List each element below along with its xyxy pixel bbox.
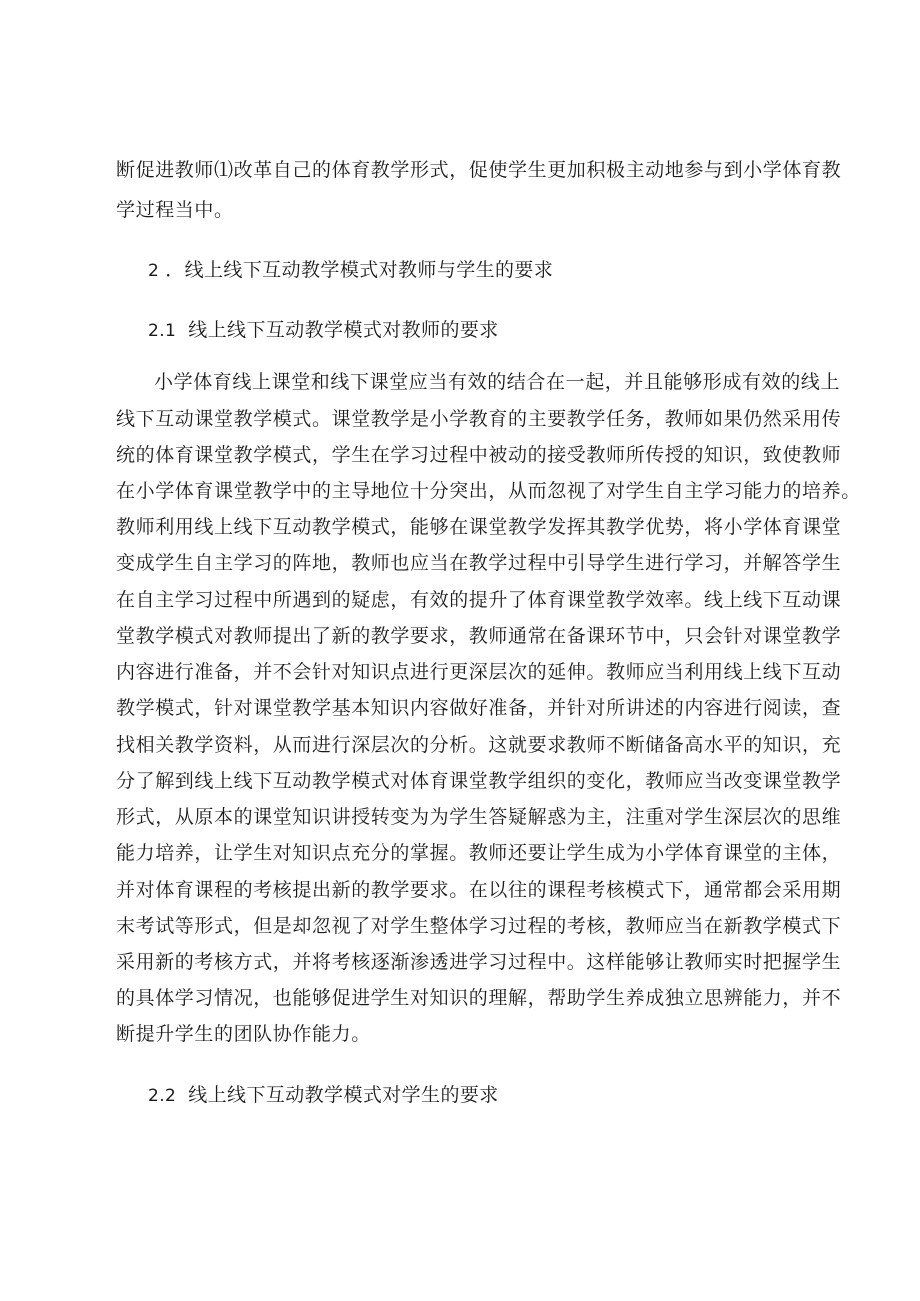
paragraph-line-12: 分了解到线上线下互动教学模式对体育课堂教学组织的变化，教师应当改变课堂教学 bbox=[116, 770, 842, 792]
paragraph-line-4: 在小学体育课堂教学中的主导地位十分突出，从而忽视了对学生自主学习能力的培养。 bbox=[116, 480, 861, 502]
section-2-1-number: 2.1 bbox=[148, 321, 177, 341]
paragraph-line-9: 内容进行准备，并不会针对知识点进行更深层次的延伸。教师应当利用线上线下互动 bbox=[116, 661, 842, 683]
paragraph-line-5: 教师利用线上线下互动教学模式，能够在课堂教学发挥其教学优势，将小学体育课堂 bbox=[116, 516, 842, 538]
intro-line-2: 学过程当中。 bbox=[116, 199, 234, 221]
paragraph-line-3: 统的体育课堂教学模式，学生在学习过程中被动的接受教师所传授的知识，致使教师 bbox=[116, 444, 842, 466]
section-2-2-title: 线上线下互动教学模式对学生的要求 bbox=[188, 1084, 499, 1106]
section-2-1-heading bbox=[148, 318, 499, 343]
section-2-heading bbox=[148, 258, 553, 283]
section-2-number: 2 bbox=[148, 261, 160, 281]
intro-line-1: 断促进教师⑴改革自己的体育教学形式，促使学生更加积极主动地参与到小学体育教 bbox=[116, 159, 842, 181]
section-2-2-heading bbox=[148, 1083, 499, 1108]
paragraph-line-15: 并对体育课程的考核提出新的教学要求。在以往的课程考核模式下，通常都会采用期 bbox=[116, 879, 842, 901]
paragraph-line-13: 形式，从原本的课堂知识讲授转变为为学生答疑解惑为主，注重对学生深层次的思维 bbox=[116, 806, 842, 828]
section-2-2-number: 2.2 bbox=[148, 1086, 177, 1106]
paragraph-line-8: 堂教学模式对教师提出了新的教学要求，教师通常在备课环节中，只会针对课堂教学 bbox=[116, 625, 842, 647]
paragraph-line-19: 断提升学生的团队协作能力。 bbox=[116, 1023, 371, 1045]
paragraph-line-18: 的具体学习情况，也能够促进学生对知识的理解，帮助学生养成独立思辨能力，并不 bbox=[116, 987, 842, 1009]
paragraph-line-2: 线下互动课堂教学模式。课堂教学是小学教育的主要教学任务，教师如果仍然采用传 bbox=[116, 408, 842, 430]
paragraph-line-11: 找相关教学资料，从而进行深层次的分析。这就要求教师不断储备高水平的知识，充 bbox=[116, 734, 842, 756]
paragraph-line-14: 能力培养，让学生对知识点充分的掌握。教师还要让学生成为小学体育课堂的主体， bbox=[116, 842, 842, 864]
paragraph-line-10: 教学模式，针对课堂教学基本知识内容做好准备，并针对所讲述的内容进行阅读，查 bbox=[116, 697, 842, 719]
paragraph-line-17: 采用新的考核方式，并将考核逐渐渗透进学习过程中。这样能够让教师实时把握学生 bbox=[116, 951, 842, 973]
section-2-1-title: 线上线下互动教学模式对教师的要求 bbox=[188, 319, 499, 341]
paragraph-line-7: 在自主学习过程中所遇到的疑虑，有效的提升了体育课堂教学效率。线上线下互动课 bbox=[116, 589, 842, 611]
paragraph-line-6: 变成学生自主学习的阵地，教师也应当在教学过程中引导学生进行学习，并解答学生 bbox=[116, 552, 842, 574]
paragraph-line-1: 小学体育线上课堂和线下课堂应当有效的结合在一起，并且能够形成有效的线上 bbox=[154, 371, 841, 393]
section-2-title: ．线上线下互动教学模式对教师与学生的要求 bbox=[165, 259, 554, 281]
paragraph-line-16: 末考试等形式，但是却忽视了对学生整体学习过程的考核，教师应当在新教学模式下 bbox=[116, 915, 842, 937]
